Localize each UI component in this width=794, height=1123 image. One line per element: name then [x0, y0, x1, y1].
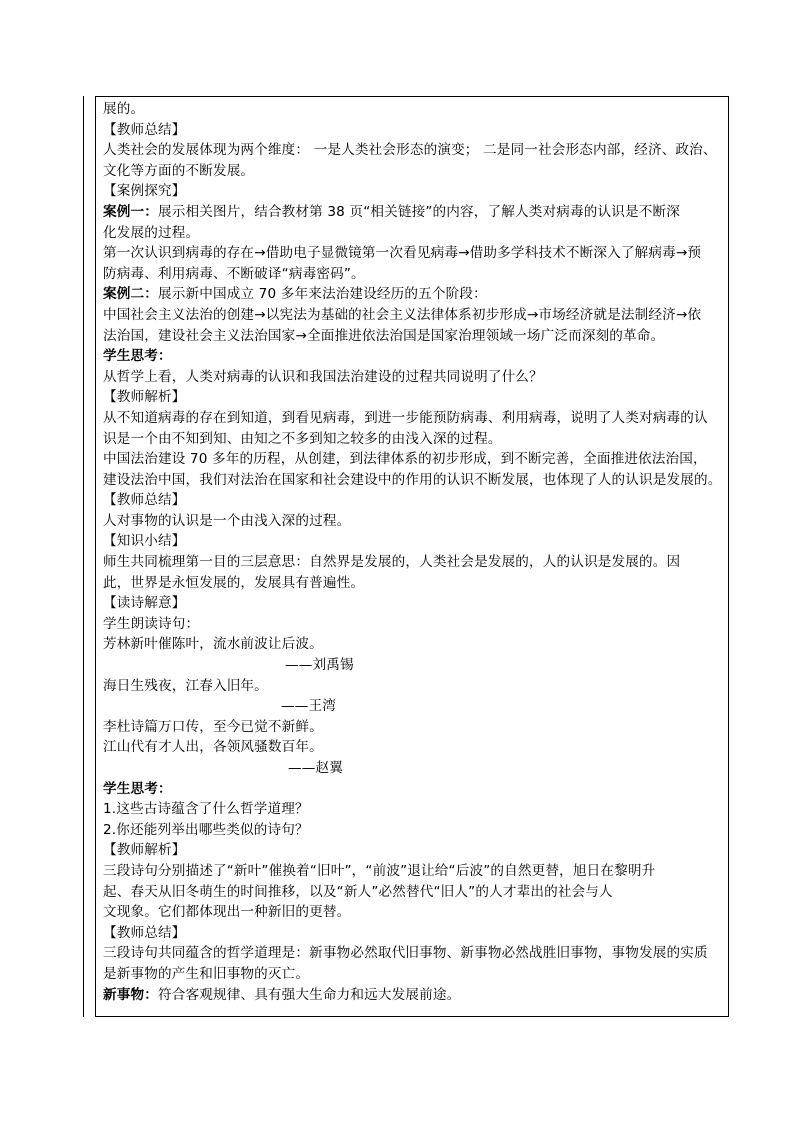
- line-text: 【教师总结】: [103, 121, 186, 138]
- text-line: [103, 696, 725, 717]
- text-line: [103, 223, 725, 244]
- document-body: [103, 99, 725, 1005]
- text-line: [103, 676, 725, 697]
- text-line: [103, 573, 725, 594]
- text-line: [103, 284, 725, 305]
- line-text: 学生朗读诗句：: [103, 615, 200, 632]
- text-line: [103, 120, 725, 141]
- text-line: [103, 593, 725, 614]
- text-line: [103, 264, 725, 285]
- text-line: [103, 470, 725, 491]
- bold-label: 案例二：: [103, 286, 158, 303]
- line-text: 海日生残夜，江春入旧年。: [103, 677, 268, 694]
- text-line: [103, 861, 725, 882]
- line-text: 从不知道病毒的存在到知道，到看见病毒，到进一步能预防病毒、利用病毒，说明了人类对病毒的认: [103, 409, 708, 426]
- text-line: [103, 140, 725, 161]
- text-line: [103, 531, 725, 552]
- text-line: [103, 161, 725, 182]
- text-line: [103, 387, 725, 408]
- text-line: [103, 737, 725, 758]
- text-line: [103, 985, 725, 1006]
- text-line: [103, 634, 725, 655]
- line-text: ——刘禹锡: [285, 657, 354, 674]
- text-line: [103, 326, 725, 347]
- line-text: 第一次认识到病毒的存在→借助电子显微镜第一次看见病毒→借助多学科技术不断深入了解病毒→预: [103, 245, 702, 262]
- bold-label: 新事物：: [103, 986, 158, 1003]
- text-line: [103, 799, 725, 820]
- line-text: 文现象。它们都体现出一种新旧的更替。: [103, 904, 351, 921]
- bold-label: 案例一：: [103, 203, 158, 220]
- line-text: 识是一个由不知到知、由知之不多到知之较多的由浅入深的过程。: [103, 430, 502, 447]
- line-text: 防病毒、利用病毒、不断破译“病毒密码”。: [103, 265, 365, 282]
- line-text: 【案例探究】: [103, 183, 186, 200]
- line-text: 【教师解析】: [103, 389, 186, 406]
- line-text: 展的。: [103, 101, 145, 117]
- line-text: 师生共同梳理第一目的三层意思：自然界是发展的，人类社会是发展的，人的认识是发展的。因: [103, 554, 681, 571]
- text-line: [103, 964, 725, 985]
- line-text: 【教师总结】: [103, 492, 186, 509]
- bold-label: 学生思考：: [103, 348, 172, 365]
- text-line: [103, 902, 725, 923]
- line-text: 三段诗句分别描述了“新叶”催换着“旧叶”，“前波”退让给“后波”的自然更替，旭日在黎明升: [103, 862, 656, 879]
- line-text: 【教师解析】: [103, 842, 186, 859]
- left-margin-rule: [83, 96, 84, 1017]
- line-text: 2.你还能列举出哪些类似的诗句？: [103, 821, 309, 838]
- text-line: [103, 840, 725, 861]
- text-line: [103, 758, 725, 779]
- text-line: [103, 181, 725, 202]
- line-text: 中国社会主义法治的创建→以宪法为基础的社会主义法律体系初步形成→市场经济就是法制经济→依: [103, 306, 702, 323]
- text-line: [103, 429, 725, 450]
- line-text: 芳林新叶催陈叶，流水前波让后波。: [103, 636, 323, 653]
- line-text: 起、春天从旧冬萌生的时间推移，以及“新人”必然替代“旧人”的人才辈出的社会与人: [103, 883, 613, 900]
- text-line: [103, 882, 725, 903]
- text-line: [103, 923, 725, 944]
- line-text: 【知识小结】: [103, 533, 186, 550]
- line-text: 【读诗解意】: [103, 595, 186, 612]
- line-text: 符合客观规律、具有强大生命力和远大发展前途。: [157, 986, 461, 1003]
- line-text: 人对事物的认识是一个由浅入深的过程。: [103, 512, 351, 529]
- line-text: 展示新中国成立 70 多年来法治建设经历的五个阶段：: [157, 286, 487, 303]
- line-text: 三段诗句共同蕴含的哲学道理是：新事物必然取代旧事物、新事物必然战胜旧事物，事物发展的实质: [103, 945, 708, 962]
- text-line: [103, 943, 725, 964]
- text-line: [103, 346, 725, 367]
- line-text: 是新事物的产生和旧事物的灭亡。: [103, 965, 310, 982]
- line-text: ——赵翼: [288, 760, 343, 776]
- line-text: 李杜诗篇万口传，至今已觉不新鲜。: [103, 718, 323, 735]
- text-line: [103, 243, 725, 264]
- line-text: 【教师总结】: [103, 924, 186, 941]
- line-text: ——王湾: [281, 698, 336, 715]
- line-text: 从哲学上看，人类对病毒的认识和我国法治建设的过程共同说明了什么？: [103, 368, 543, 385]
- bold-label: 学生思考：: [103, 780, 172, 797]
- line-text: 此，世界是永恒发展的，发展具有普遍性。: [103, 574, 365, 591]
- text-line: [103, 779, 725, 800]
- line-text: 中国法治建设 70 多年的历程，从创建，到法律体系的初步形成，到不断完善，全面推进依法治国，: [103, 451, 707, 468]
- text-line: [103, 202, 725, 223]
- line-text: 建设法治中国，我们对法治在国家和社会建设中的作用的认识不断发展，也体现了人的认识是发展的。: [103, 471, 722, 488]
- line-text: 1.这些古诗蕴含了什么哲学道理？: [103, 801, 309, 818]
- text-line: [103, 552, 725, 573]
- line-text: 江山代有才人出，各领风骚数百年。: [103, 739, 323, 756]
- line-text: 人类社会的发展体现为两个维度： 一是人类社会形态的演变； 二是同一社会形态内部，经济、政治、: [103, 142, 717, 159]
- text-line: [103, 99, 725, 120]
- text-line: [103, 305, 725, 326]
- line-text: 化发展的过程。: [103, 224, 200, 241]
- text-line: [103, 717, 725, 738]
- text-line: [103, 655, 725, 676]
- line-text: 展示相关图片，结合教材第 38 页“相关链接”的内容，了解人类对病毒的认识是不断深: [157, 203, 680, 220]
- text-line: [103, 614, 725, 635]
- text-line: [103, 408, 725, 429]
- text-line: [103, 511, 725, 532]
- line-text: 法治国，建设社会主义法治国家→全面推进依法治国是国家治理领域一场广泛而深刻的革命。: [103, 327, 665, 344]
- text-line: [103, 449, 725, 470]
- text-line: [103, 490, 725, 511]
- text-line: [103, 367, 725, 388]
- text-line: [103, 820, 725, 841]
- line-text: 文化等方面的不断发展。: [103, 162, 255, 179]
